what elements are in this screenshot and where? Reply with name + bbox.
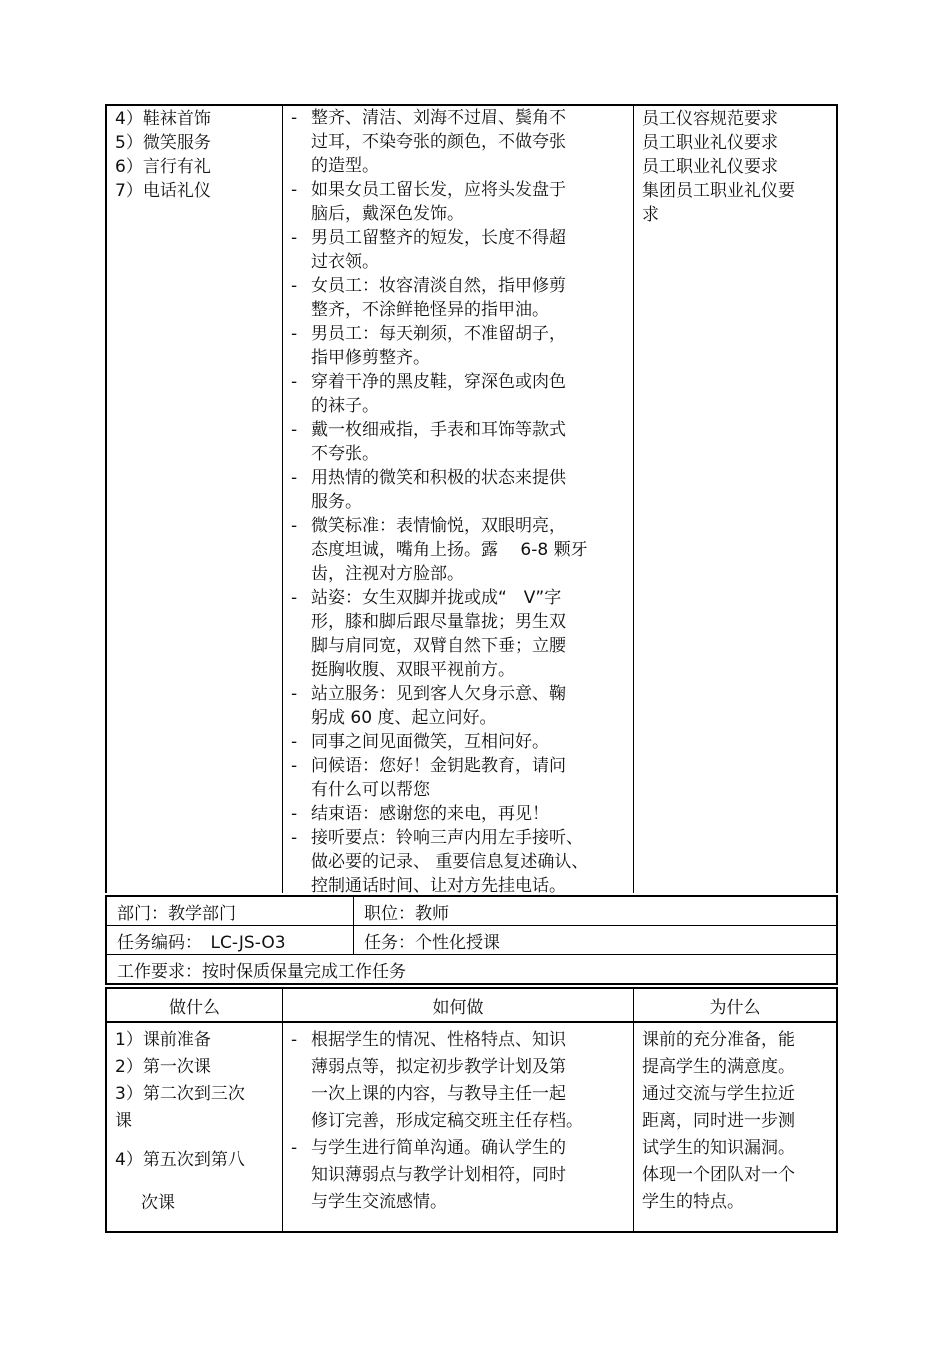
bullet-line: 过衣领。	[311, 252, 379, 272]
position-label: 职位：教师	[364, 903, 449, 924]
reason-text: 员工职业礼仪要求	[642, 157, 778, 177]
bullet-item	[283, 730, 633, 754]
bullet-line: 的袜子。	[311, 396, 379, 416]
bullet-item	[283, 466, 633, 514]
bullet-line: - 结束语：感谢您的来电，再见！	[311, 804, 549, 824]
why-text: 距离，同时进一步测	[642, 1111, 795, 1131]
bullet-item	[283, 754, 633, 802]
bullet-line: 有什么可以帮您	[311, 780, 430, 800]
bullet-line: - 根据学生的情况、性格特点、知识	[311, 1030, 566, 1050]
bullet-item	[283, 322, 633, 370]
bullet-line: - 用热情的微笑和积极的状态来提供	[311, 468, 566, 488]
item-text: 7）电话礼仪	[115, 181, 211, 201]
bullet-line: 不夸张。	[311, 444, 379, 464]
requirement-label: 工作要求：按时保质保量完成工作任务	[117, 962, 406, 982]
reason-text: 集团员工职业礼仪要	[642, 181, 795, 201]
bullet-line: 服务。	[311, 492, 362, 512]
bullet-item	[283, 1135, 633, 1216]
how-column	[283, 1023, 634, 1231]
bullet-line: 态度坦诚，嘴角上扬。露 6-8 颗牙	[311, 540, 588, 560]
bullet-line: 的造型。	[311, 156, 379, 176]
bullet-line: 躬成 60 度、起立问好。	[311, 708, 497, 728]
what-text: 4）第五次到第八	[115, 1150, 245, 1170]
why-text: 学生的特点。	[642, 1192, 744, 1212]
bullet-item	[283, 418, 633, 466]
reason-list	[634, 106, 836, 227]
bullet-line: - 问候语：您好！金钥匙教育，请问	[311, 756, 566, 776]
bullet-line: - 站姿：女生双脚并拢或成“ V”字	[311, 588, 562, 608]
method-list	[283, 106, 633, 898]
why-text: 提高学生的满意度。	[642, 1057, 795, 1077]
bullet-line: - 穿着干净的黑皮鞋，穿深色或肉色	[311, 372, 566, 392]
etiquette-table	[105, 104, 838, 896]
info-row-task	[107, 926, 836, 955]
bullet-line: 过耳，不染夸张的颜色，不做夸张	[311, 132, 566, 152]
item-column	[107, 106, 283, 893]
why-text: 课前的充分准备，能	[642, 1030, 795, 1050]
why-text: 通过交流与学生拉近	[642, 1084, 795, 1104]
bullet-line: 整齐，不涂鲜艳怪异的指甲油。	[311, 300, 549, 320]
how-list	[283, 1023, 633, 1216]
bullet-item	[283, 274, 633, 322]
bullet-line: - 站立服务：见到客人欠身示意、鞠	[311, 684, 566, 704]
bullet-line: - 如果女员工留长发，应将头发盘于	[311, 180, 566, 200]
what-text: 3）第二次到三次	[115, 1084, 245, 1104]
bullet-item	[283, 826, 633, 898]
job-info-table	[105, 895, 838, 985]
bullet-line: 做必要的记录、 重要信息复述确认、	[311, 852, 589, 872]
bullet-line: - 男员工留整齐的短发，长度不得超	[311, 228, 566, 248]
department-label: 部门：教学部门	[117, 903, 236, 924]
bullet-line: 修订完善，形成定稿交班主任存档。	[311, 1111, 583, 1131]
bullet-line: - 整齐、清洁、刘海不过眉、鬓角不	[311, 108, 566, 128]
why-column	[634, 1023, 836, 1231]
bullet-line: 薄弱点等，拟定初步教学计划及第	[311, 1057, 566, 1077]
bullet-line: - 同事之间见面微笑，互相问好。	[311, 732, 549, 752]
bullet-line: 形，膝和脚后跟尽量靠拢；男生双	[311, 612, 566, 632]
bullet-line: - 男员工：每天剃须，不准留胡子，	[311, 324, 566, 344]
bullet-line: 脚与肩同宽，双臂自然下垂；立腰	[311, 636, 566, 656]
bullet-line: 知识薄弱点与教学计划相符，同时	[311, 1165, 566, 1185]
bullet-item	[283, 226, 633, 274]
teaching-table	[105, 987, 838, 1233]
what-column	[107, 1023, 283, 1231]
bullet-item	[283, 802, 633, 826]
header-why: 为什么	[709, 997, 761, 1018]
reason-text: 求	[642, 205, 659, 225]
bullet-item	[283, 682, 633, 730]
bullet-item	[283, 370, 633, 418]
what-list	[107, 1023, 282, 1217]
bullet-line: - 微笑标准：表情愉悦，双眼明亮，	[311, 516, 566, 536]
item-list	[107, 106, 282, 203]
what-text: 次课	[141, 1193, 175, 1213]
method-column	[283, 106, 634, 896]
bullet-item	[283, 586, 633, 682]
reason-column	[634, 106, 836, 893]
task-label: 任务：个性化授课	[364, 932, 500, 953]
bullet-line: 齿，注视对方脸部。	[311, 564, 464, 584]
header-how: 如何做	[283, 989, 634, 1021]
item-text: 6）言行有礼	[115, 157, 211, 177]
bullet-line: - 与学生进行简单沟通。确认学生的	[311, 1138, 566, 1158]
bullet-line: 脑后，戴深色发饰。	[311, 204, 464, 224]
bullet-line: 控制通话时间、让对方先挂电话。	[311, 876, 566, 896]
info-row-requirement	[107, 955, 836, 984]
bullet-line: - 接听要点：铃响三声内用左手接听、	[311, 828, 583, 848]
what-text: 课	[115, 1111, 132, 1131]
header-row	[107, 989, 836, 1023]
content-row	[107, 1023, 836, 1231]
why-text: 试学生的知识漏洞。	[642, 1138, 795, 1158]
bullet-line: 与学生交流感情。	[311, 1192, 447, 1212]
bullet-line: 一次上课的内容，与教导主任一起	[311, 1084, 566, 1104]
bullet-line: - 女员工：妆容清淡自然，指甲修剪	[311, 276, 566, 296]
item-text: 5）微笑服务	[115, 133, 211, 153]
bullet-line: - 戴一枚细戒指，手表和耳饰等款式	[311, 420, 566, 440]
task-code-label: 任务编码： LC-JS-O3	[117, 932, 286, 953]
why-list	[634, 1023, 836, 1216]
bullet-item	[283, 1027, 633, 1135]
header-what: 做什么	[107, 989, 283, 1021]
bullet-item	[283, 106, 633, 178]
what-text: 2）第一次课	[115, 1057, 211, 1077]
bullet-item	[283, 178, 633, 226]
bullet-item	[283, 514, 633, 586]
what-text: 1）课前准备	[115, 1030, 211, 1050]
bullet-line: 挺胸收腹、双眼平视前方。	[311, 660, 515, 680]
item-text: 4）鞋袜首饰	[115, 109, 211, 129]
info-row-department	[107, 897, 836, 926]
reason-text: 员工仪容规范要求	[642, 109, 778, 129]
bullet-line: 指甲修剪整齐。	[311, 348, 430, 368]
why-text: 体现一个团队对一个	[642, 1165, 795, 1185]
reason-text: 员工职业礼仪要求	[642, 133, 778, 153]
